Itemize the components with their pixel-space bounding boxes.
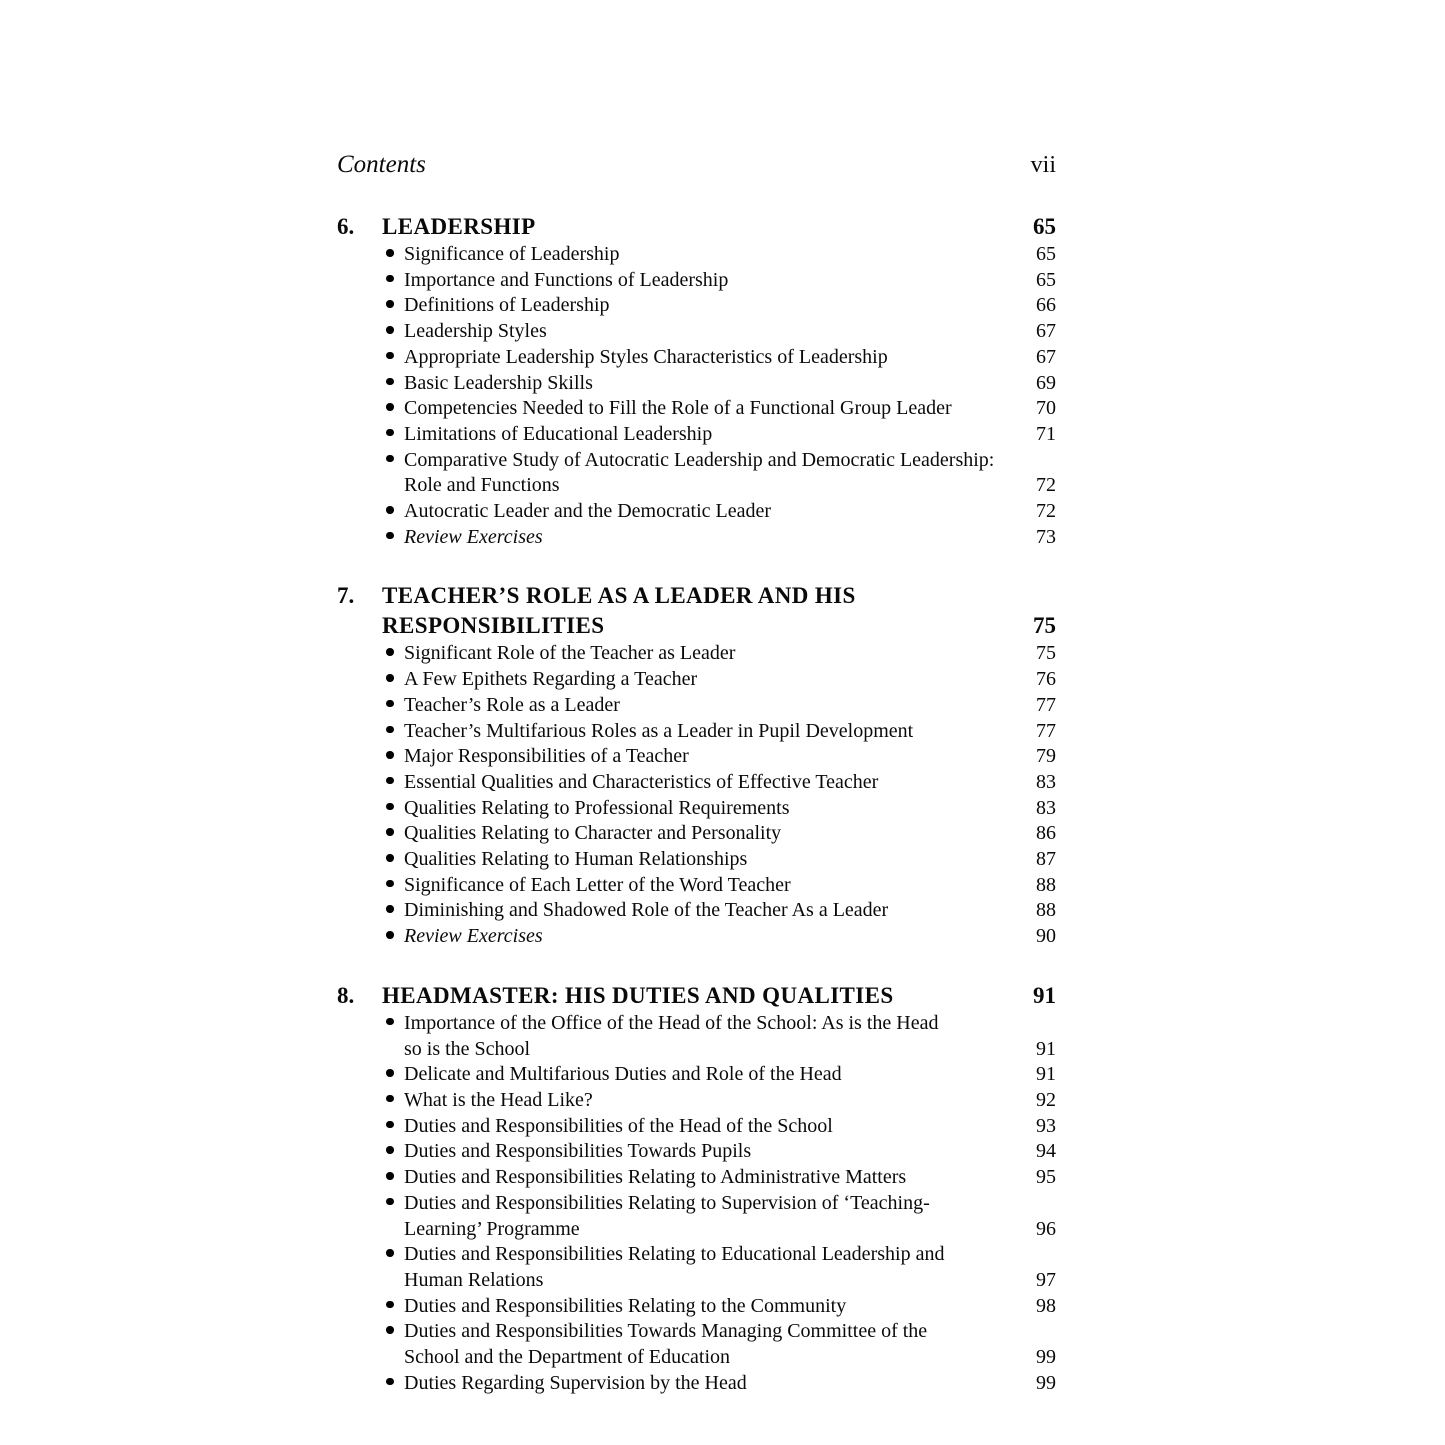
toc-entry-page: 83 [1036, 770, 1056, 793]
bullet-cell [337, 719, 404, 745]
bullet-cell [337, 293, 404, 319]
section-page-number: 91 [1033, 982, 1056, 1008]
toc-entry-text: Human Relations [404, 1268, 544, 1291]
toc-entry-row [337, 1268, 1056, 1294]
toc-entry-text: Leadership Styles [404, 320, 547, 343]
section-page-number: 75 [1033, 613, 1056, 639]
bullet-icon [386, 1018, 394, 1026]
toc-entry-page: 87 [1036, 848, 1056, 871]
toc-entry-row [337, 719, 1056, 745]
toc-entry-row [337, 847, 1056, 873]
bullet-cell [337, 396, 404, 422]
toc-entry-text: Delicate and Multifarious Duties and Role of the Head [404, 1063, 842, 1086]
bullet-cell [337, 821, 404, 847]
toc-entry-page: 91 [1036, 1037, 1056, 1060]
bullet-cell [337, 847, 404, 873]
bullet-icon [386, 532, 394, 540]
toc-entry-page: 93 [1036, 1114, 1056, 1137]
bullet-cell [337, 1191, 404, 1217]
section-heading-row [337, 611, 1056, 641]
toc-entry-text: Diminishing and Shadowed Role of the Teacher As a Leader [404, 899, 889, 922]
toc-entry-page: 77 [1036, 693, 1056, 716]
toc-entry-text: Learning’ Programme [404, 1217, 580, 1240]
toc-entry-page: 72 [1036, 500, 1056, 523]
toc-entry-page: 88 [1036, 899, 1056, 922]
toc-entry-text: A Few Epithets Regarding a Teacher [404, 668, 698, 691]
bullet-icon [386, 429, 394, 437]
toc-entry-text: Significance of Leadership [404, 243, 620, 265]
section-heading-row [337, 581, 1056, 611]
toc-entry-text: Qualities Relating to Character and Personality [404, 822, 782, 845]
toc-entry-page: 67 [1036, 320, 1056, 343]
running-head-title: Contents [337, 151, 426, 178]
table-of-contents [337, 212, 1056, 1396]
toc-entry-text: Appropriate Leadership Styles Characteristics of Leadership [404, 345, 888, 368]
toc-entry-row [337, 499, 1056, 525]
bullet-cell [337, 898, 404, 924]
toc-entry-page: 99 [1036, 1371, 1056, 1394]
section-title: LEADERSHIP [382, 214, 536, 239]
toc-entry-text: Duties and Responsibilities Relating to Administrative Matters [404, 1166, 907, 1189]
toc-entry-text: Autocratic Leader and the Democratic Leader [404, 500, 772, 523]
section-number: 7. [337, 583, 355, 609]
bullet-icon [386, 352, 394, 360]
toc-entry-row [337, 796, 1056, 822]
bullet-icon [386, 1069, 394, 1077]
bullet-cell [337, 693, 404, 719]
toc-entry-page: 66 [1036, 294, 1056, 317]
bullet-cell [337, 448, 404, 474]
bullet-cell [337, 641, 404, 667]
toc-entry-text: Duties and Responsibilities Towards Managing Committee of the [404, 1320, 928, 1343]
toc-entry-text: Importance of the Office of the Head of the School: As is the Head [404, 1011, 939, 1034]
bullet-icon [386, 905, 394, 913]
toc-entry-row [337, 1191, 1056, 1217]
toc-entry-page: 69 [1036, 371, 1056, 394]
toc-entry-text: Review Exercises [404, 925, 543, 948]
contents-page-body [337, 150, 1056, 1396]
bullet-icon [386, 1121, 394, 1129]
bullet-cell [337, 1294, 404, 1320]
toc-entry-row [337, 1114, 1056, 1140]
bullet-cell [337, 371, 404, 397]
bullet-icon [386, 1146, 394, 1154]
toc-entry-row [337, 770, 1056, 796]
bullet-cell [337, 242, 404, 268]
bullet-icon [386, 249, 394, 257]
toc-entry-page: 73 [1036, 525, 1056, 548]
bullet-icon [386, 1095, 394, 1103]
toc-entry-row [337, 525, 1056, 551]
toc-entry-row [337, 693, 1056, 719]
toc-entry-page: 96 [1036, 1217, 1056, 1240]
toc-entry-page: 65 [1036, 243, 1056, 265]
toc-entry-text: Significant Role of the Teacher as Leader [404, 642, 736, 665]
toc-entry-row [337, 873, 1056, 899]
toc-entry-page: 79 [1036, 745, 1056, 768]
bullet-cell [337, 1319, 404, 1345]
toc-entry-row [337, 293, 1056, 319]
toc-entry-text: Teacher’s Multifarious Roles as a Leader in Pupil Development [404, 719, 914, 742]
bullet-icon [386, 1326, 394, 1334]
toc-entry-text: Competencies Needed to Fill the Role of a Functional Group Leader [404, 397, 952, 420]
bullet-cell [337, 268, 404, 294]
toc-entry-row [337, 1242, 1056, 1268]
toc-entry-row [337, 422, 1056, 448]
toc-entry-text: Role and Functions [404, 474, 560, 497]
bullet-cell [337, 1371, 404, 1397]
toc-entry-page: 86 [1036, 822, 1056, 845]
section-number: 6. [337, 214, 355, 239]
toc-section [337, 212, 1056, 550]
toc-entry-page: 91 [1036, 1063, 1056, 1086]
bullet-icon [386, 1172, 394, 1180]
bullet-cell [337, 1114, 404, 1140]
toc-entry-text: Duties and Responsibilities Relating to the Community [404, 1294, 847, 1317]
bullet-cell [337, 1165, 404, 1191]
section-title: RESPONSIBILITIES [382, 613, 605, 639]
bullet-icon [386, 931, 394, 939]
toc-entry-text: Basic Leadership Skills [404, 371, 593, 394]
toc-entry-text: Teacher’s Role as a Leader [404, 693, 620, 716]
toc-entry-page: 75 [1036, 642, 1056, 665]
toc-entry-row [337, 396, 1056, 422]
bullet-icon [386, 378, 394, 386]
toc-entry-text: Essential Qualities and Characteristics of Effective Teacher [404, 770, 879, 793]
toc-entry-page: 71 [1036, 422, 1056, 445]
toc-entry-row [337, 1294, 1056, 1320]
bullet-cell [337, 1242, 404, 1268]
toc-entry-page: 72 [1036, 474, 1056, 497]
toc-entry-row [337, 371, 1056, 397]
toc-entry-page: 99 [1036, 1346, 1056, 1369]
toc-entry-text: School and the Department of Education [404, 1346, 731, 1369]
toc-entry-page: 67 [1036, 345, 1056, 368]
bullet-icon [386, 726, 394, 734]
toc-entry-text: Importance and Functions of Leadership [404, 268, 729, 291]
bullet-icon [386, 326, 394, 334]
bullet-cell [337, 1011, 404, 1037]
toc-entry-page: 70 [1036, 397, 1056, 420]
bullet-icon [386, 674, 394, 682]
toc-entry-text: Significance of Each Letter of the Word Teacher [404, 873, 791, 896]
toc-entry-row [337, 473, 1056, 499]
toc-entry-row [337, 1037, 1056, 1063]
toc-entry-page: 88 [1036, 873, 1056, 896]
bullet-cell [337, 525, 404, 551]
bullet-cell [337, 319, 404, 345]
toc-entry-row [337, 345, 1056, 371]
bullet-cell [337, 770, 404, 796]
bullet-icon [386, 828, 394, 836]
toc-entry-row [337, 1371, 1056, 1397]
toc-entry-row [337, 924, 1056, 950]
bullet-cell [337, 667, 404, 693]
toc-entry-page: 76 [1036, 668, 1056, 691]
section-title: TEACHER’S ROLE AS A LEADER AND HIS [382, 583, 856, 609]
toc-entry-row [337, 821, 1056, 847]
bullet-cell [337, 1062, 404, 1088]
toc-entry-row [337, 1319, 1056, 1345]
bullet-icon [386, 506, 394, 514]
toc-entry-text: Duties and Responsibilities Relating to Educational Leadership and [404, 1243, 945, 1266]
toc-entry-text: Duties Regarding Supervision by the Head [404, 1371, 747, 1394]
toc-entry-text: Definitions of Leadership [404, 294, 610, 317]
toc-entry-page: 94 [1036, 1140, 1056, 1163]
bullet-cell [337, 422, 404, 448]
toc-entry-page: 83 [1036, 796, 1056, 819]
bullet-icon [386, 300, 394, 308]
bullet-icon [386, 700, 394, 708]
toc-entry-row [337, 1011, 1056, 1037]
bullet-cell [337, 1139, 404, 1165]
running-head [337, 150, 1056, 180]
bullet-icon [386, 1301, 394, 1309]
section-title: HEADMASTER: HIS DUTIES AND QUALITIES [382, 982, 894, 1008]
toc-entry-text: Duties and Responsibilities of the Head of the School [404, 1114, 833, 1137]
toc-entry-row [337, 1345, 1056, 1371]
toc-entry-row [337, 744, 1056, 770]
toc-entry-row [337, 319, 1056, 345]
bullet-icon [386, 803, 394, 811]
toc-entry-page: 97 [1036, 1268, 1056, 1291]
bullet-icon [386, 1378, 394, 1386]
section-heading-row [337, 981, 1056, 1011]
toc-entry-row [337, 1062, 1056, 1088]
bullet-icon [386, 648, 394, 656]
toc-entry-row [337, 242, 1056, 268]
bullet-cell [337, 744, 404, 770]
toc-entry-text: so is the School [404, 1037, 531, 1060]
toc-entry-row [337, 1088, 1056, 1114]
toc-entry-page: 98 [1036, 1294, 1056, 1317]
bullet-cell [337, 873, 404, 899]
toc-entry-text: Qualities Relating to Professional Requirements [404, 796, 790, 819]
toc-entry-text: Major Responsibilities of a Teacher [404, 745, 689, 768]
section-page-number: 65 [1033, 214, 1056, 239]
bullet-icon [386, 455, 394, 463]
bullet-cell [337, 924, 404, 950]
section-heading-row [337, 212, 1056, 242]
bullet-icon [386, 403, 394, 411]
toc-section [337, 581, 1056, 949]
toc-section [337, 981, 1056, 1397]
bullet-icon [386, 275, 394, 283]
bullet-icon [386, 1249, 394, 1257]
toc-entry-page: 77 [1036, 719, 1056, 742]
toc-entry-row [337, 641, 1056, 667]
toc-entry-text: Review Exercises [404, 525, 543, 548]
folio-page-number: vii [1030, 152, 1056, 178]
bullet-cell [337, 499, 404, 525]
toc-entry-row [337, 268, 1056, 294]
toc-entry-page: 65 [1036, 268, 1056, 291]
toc-entry-row [337, 1165, 1056, 1191]
toc-entry-page: 95 [1036, 1166, 1056, 1189]
toc-entry-row [337, 898, 1056, 924]
toc-entry-text: Duties and Responsibilities Relating to Supervision of ‘Teaching- [404, 1191, 930, 1214]
bullet-icon [386, 751, 394, 759]
toc-entry-page: 92 [1036, 1088, 1056, 1111]
bullet-cell [337, 1088, 404, 1114]
toc-entry-row [337, 1139, 1056, 1165]
toc-entry-text: What is the Head Like? [404, 1088, 593, 1111]
section-number: 8. [337, 982, 355, 1008]
bullet-icon [386, 777, 394, 785]
toc-entry-row [337, 667, 1056, 693]
toc-entry-row [337, 448, 1056, 474]
toc-entry-page: 90 [1036, 925, 1056, 948]
bullet-icon [386, 1198, 394, 1206]
bullet-icon [386, 854, 394, 862]
bullet-cell [337, 796, 404, 822]
bullet-cell [337, 345, 404, 371]
toc-entry-text: Qualities Relating to Human Relationships [404, 848, 748, 871]
bullet-icon [386, 880, 394, 888]
toc-entry-text: Comparative Study of Autocratic Leadership and Democratic Leadership: [404, 448, 995, 471]
toc-entry-text: Limitations of Educational Leadership [404, 422, 713, 445]
toc-entry-text: Duties and Responsibilities Towards Pupils [404, 1140, 752, 1163]
toc-entry-row [337, 1217, 1056, 1243]
